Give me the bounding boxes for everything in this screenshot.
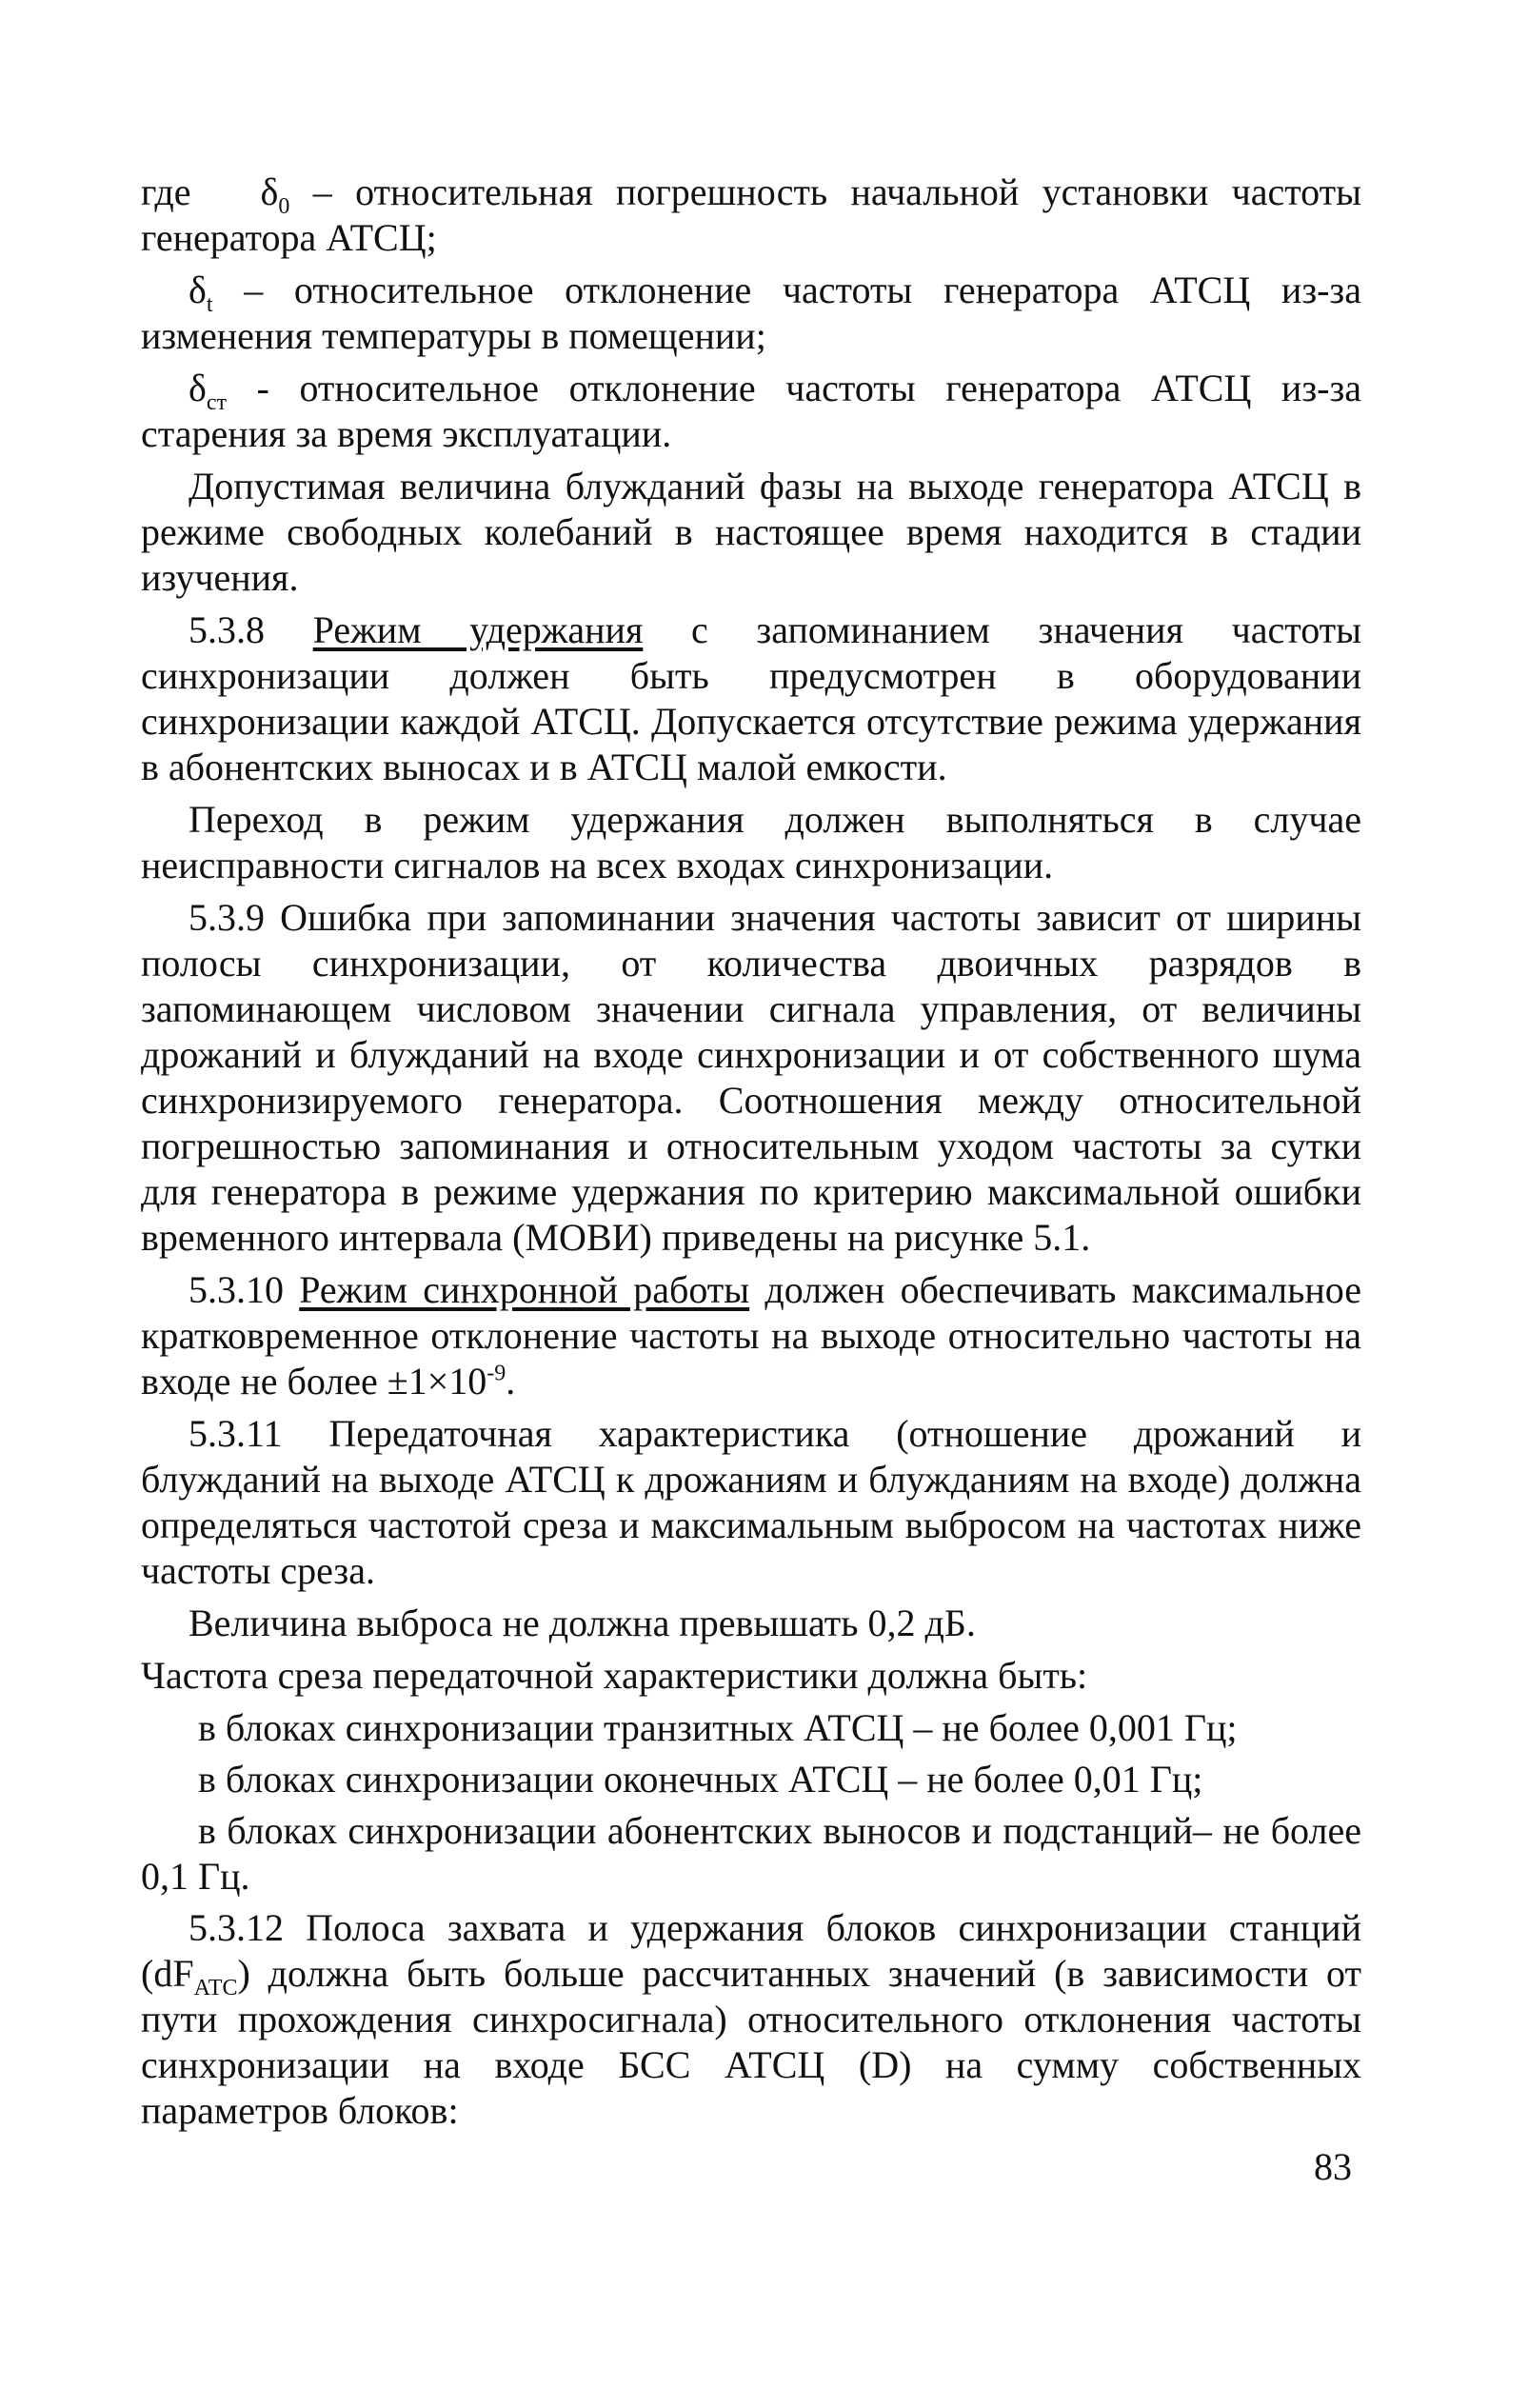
delta-symbol: δ <box>260 170 279 213</box>
paragraph-text: должен обеспечивать максимальное кратковременное отклонение частоты на выходе относительно частоты на входе не более ±1×10 <box>141 1268 1362 1403</box>
term-holdover-mode: Режим удержания <box>312 608 644 651</box>
section-number: 5.3.8 <box>189 608 313 651</box>
paragraph-5-3-12 <box>141 1905 1361 2134</box>
paragraph-holdover-transition: Переход в режим удержания должен выполняться в случае неисправности сигналов на всех входах синхронизации. <box>141 798 1361 886</box>
cutoff-item-remote: в блоках синхронизации абонентских выносов и подстанций– не более 0,1 Гц. <box>141 1809 1361 1898</box>
paragraph-5-3-9: 5.3.9 Ошибка при запоминании значения частоты зависит от ширины полосы синхронизации, от количества двоичных разрядов в запоминающем числовом значении сигнала управления, от величины дрожаний и блужданий на входе синхронизации и от собственного шума синхронизируемого генератора. Соотношения между относительной погрешностью запоминания и относительным уходом частоты за сутки для генератора в режиме удержания по критерию максимальной ошибки временного интервала (МОВИ) приведены на рисунке 5.1. <box>141 896 1361 1259</box>
cutoff-item-transit: в блоках синхронизации транзитных АТСЦ – не более 0,001 Гц; <box>198 1706 1238 1749</box>
body-text <box>141 169 1361 2140</box>
delta-symbol: δ <box>189 269 207 311</box>
exponent: -9 <box>486 1361 506 1386</box>
page-number: 83 <box>1314 2145 1352 2188</box>
paragraph-cutoff-intro: Частота среза передаточной характеристики должна быть: <box>141 1654 1088 1697</box>
definition-text: - относительное отклонение частоты генератора АТСЦ из-за старения за время эксплуатации. <box>141 367 1361 455</box>
subscript-atc: АТС <box>193 1976 238 2000</box>
definition-lead-word: где <box>141 170 191 213</box>
definition-text: – относительная погрешность начальной установки частоты генератора АТСЦ; <box>141 170 1361 259</box>
section-number: 5.3.10 <box>189 1268 300 1311</box>
delta-subscript: t <box>206 292 213 317</box>
paragraph-text: с запоминанием значения частоты синхронизации должен быть предусмотрен в оборудовании синхронизации каждой АТСЦ. Допускается отсутствие режима удержания в абонентских выносах и в АТСЦ малой емкости. <box>141 608 1362 788</box>
definition-delta-st <box>141 366 1361 457</box>
paragraph-overshoot: Величина выброса не должна превышать 0,2 дБ. <box>189 1602 976 1644</box>
delta-subscript: ст <box>206 390 227 415</box>
paragraph-text-cont: ) должна быть больше рассчитанных значений (в зависимости от пути прохождения синхросигнала) относительного отклонения частоты синхронизации на входе БСС АТСЦ (D) на сумму собственных параметров блоков: <box>141 1952 1361 2132</box>
delta-symbol: δ <box>189 367 207 409</box>
paragraph-end: . <box>506 1360 516 1403</box>
term-synchronous-mode: Режим синхронной работы <box>299 1268 750 1311</box>
paragraph-5-3-11: 5.3.11 Передаточная характеристика (отношение дрожаний и блужданий на выходе АТСЦ к дрожаниям и блужданиям на входе) должна определяться частотой среза и максимальным выбросом на частотах ниже частоты среза. <box>141 1412 1361 1592</box>
paragraph-5-3-8 <box>141 607 1361 790</box>
definition-text: – относительное отклонение частоты генератора АТСЦ из-за изменения температуры в помещении; <box>141 269 1361 357</box>
cutoff-item-terminal: в блоках синхронизации оконечных АТСЦ – не более 0,01 Гц; <box>198 1758 1203 1801</box>
paragraph-phase-wander: Допустимая величина блужданий фазы на выходе генератора АТСЦ в режиме свободных колебаний в настоящее время находится в стадии изучения. <box>141 465 1361 599</box>
paragraph-5-3-10 <box>141 1267 1361 1404</box>
definition-delta-0 <box>141 169 1361 261</box>
delta-subscript: 0 <box>278 194 290 219</box>
definition-delta-t <box>141 268 1361 359</box>
paragraph-text: 5.3.12 Полоса захвата и удержания блоков синхронизации станций (dF <box>141 1906 1361 1995</box>
